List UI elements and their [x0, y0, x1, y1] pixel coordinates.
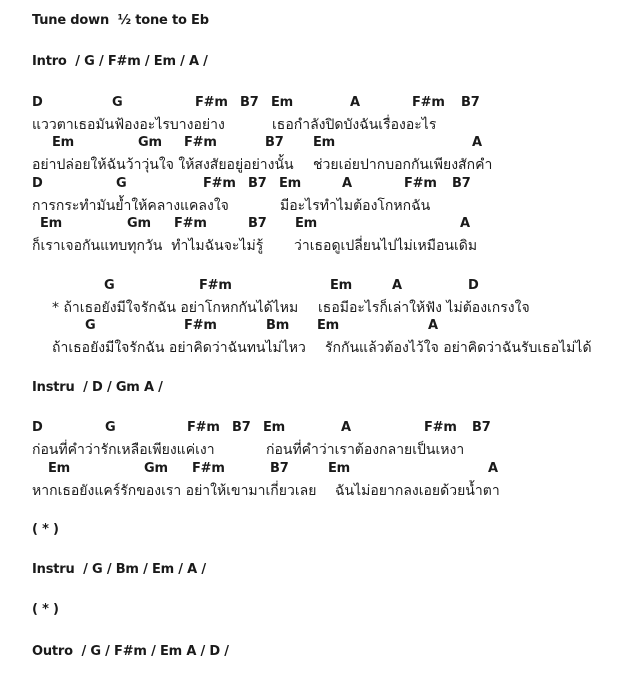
chord: G — [116, 176, 127, 191]
lyric-row — [0, 235, 620, 253]
chord: F#m — [195, 95, 228, 110]
chord-row — [0, 461, 620, 479]
chord: B7 — [240, 95, 259, 110]
chord: G — [112, 95, 123, 110]
lyric-row — [0, 337, 620, 355]
chord: A — [392, 278, 402, 293]
instrumental-1: Instru / D / Gm A / — [32, 380, 163, 395]
chord: A — [460, 216, 470, 231]
chord: B7 — [265, 135, 284, 150]
lyric: ถ้าเธอยังมีใจรักฉัน อย่าคิดว่าฉันทนไม่ไหว — [52, 340, 306, 356]
chord: A — [342, 176, 352, 191]
chord: B7 — [461, 95, 480, 110]
chord: F#m — [184, 135, 217, 150]
chord: D — [32, 420, 43, 435]
chord: Em — [52, 135, 75, 150]
chord: G — [105, 420, 116, 435]
chord: D — [32, 95, 43, 110]
chord: F#m — [192, 461, 225, 476]
chord-row — [0, 216, 620, 234]
lyric: ก่อนที่คำว่าเราต้องกลายเป็นเหงา — [266, 442, 465, 458]
lyric-row — [0, 439, 620, 457]
chord-row — [0, 95, 620, 113]
chord: A — [428, 318, 438, 333]
lyric: ฉันไม่อยากลงเอยด้วยน้ำตา — [335, 483, 500, 499]
chord: B7 — [248, 176, 267, 191]
chord: B7 — [452, 176, 471, 191]
chord: Em — [48, 461, 71, 476]
lyric-row — [0, 114, 620, 132]
chord: Gm — [144, 461, 168, 476]
chord: Em — [295, 216, 318, 231]
lyric: การกระทำมันย้ำให้คลางแคลงใจ — [32, 198, 229, 214]
chorus-repeat-1: ( * ) — [32, 522, 59, 537]
chord: F#m — [187, 420, 220, 435]
chord: B7 — [248, 216, 267, 231]
lyric: รักกันแล้วต้องไว้ใจ อย่าคิดว่าฉันรับเธอไม่ได้ — [325, 340, 592, 356]
lyric: มีอะไรทำไมต้องโกหกฉัน — [280, 198, 431, 214]
chord: A — [350, 95, 360, 110]
chord: D — [32, 176, 43, 191]
instrumental-2: Instru / G / Bm / Em / A / — [32, 562, 206, 577]
chord: G — [85, 318, 96, 333]
chord: F#m — [174, 216, 207, 231]
chord-row — [0, 135, 620, 153]
chord: A — [488, 461, 498, 476]
chord: D — [468, 278, 479, 293]
chord: B7 — [472, 420, 491, 435]
chord: G — [104, 278, 115, 293]
lyric: ก็เราเจอกันแทบทุกวัน ทำไมฉันจะไม่รู้ — [32, 238, 264, 254]
chord: B7 — [270, 461, 289, 476]
chord: F#m — [412, 95, 445, 110]
lyric-row — [0, 297, 620, 315]
chord-row — [0, 176, 620, 194]
chord: Gm — [138, 135, 162, 150]
chord: Em — [279, 176, 302, 191]
chord: Gm — [127, 216, 151, 231]
chord: Bm — [266, 318, 290, 333]
chord: F#m — [424, 420, 457, 435]
chord: F#m — [404, 176, 437, 191]
chord: F#m — [203, 176, 236, 191]
intro-line: Intro / G / F#m / Em / A / — [32, 54, 208, 69]
lyric: ว่าเธอดูเปลี่ยนไปไม่เหมือนเดิม — [294, 238, 478, 254]
chord: F#m — [199, 278, 232, 293]
lyric: หากเธอยังแคร์รักของเรา อย่าให้เขามาเกี่ยวเลย — [32, 483, 317, 499]
chord: B7 — [232, 420, 251, 435]
lyric: แววตาเธอมันฟ้องอะไรบางอย่าง — [32, 117, 225, 133]
chord: Em — [263, 420, 286, 435]
lyric: เธอมีอะไรก็เล่าให้ฟัง ไม่ต้องเกรงใจ — [318, 300, 530, 316]
chord-row — [0, 318, 620, 336]
lyric: อย่าปล่อยให้ฉันว้าวุ่นใจ ให้สงสัยอยู่อย่างนั้น — [32, 157, 294, 173]
outro-line: Outro / G / F#m / Em A / D / — [32, 644, 229, 659]
lyric-row — [0, 195, 620, 213]
lyric: * ถ้าเธอยังมีใจรักฉัน อย่าโกหกกันได้ไหม — [52, 300, 299, 316]
lyric-row — [0, 154, 620, 172]
lyric-row — [0, 480, 620, 498]
chord: Em — [328, 461, 351, 476]
lyric: เธอกำลังปิดบังฉันเรื่องอะไร — [272, 117, 437, 133]
chord: A — [341, 420, 351, 435]
chord-row — [0, 278, 620, 296]
chord: Em — [330, 278, 353, 293]
chord: Em — [313, 135, 336, 150]
lyric: ช่วยเอ่ยปากบอกกันเพียงสักคำ — [313, 157, 493, 173]
tuning-note: Tune down ½ tone to Eb — [32, 13, 209, 28]
chord: Em — [271, 95, 294, 110]
chord: Em — [40, 216, 63, 231]
chord-row — [0, 420, 620, 438]
chord: A — [472, 135, 482, 150]
chord: F#m — [184, 318, 217, 333]
chord: Em — [317, 318, 340, 333]
lyric: ก่อนที่คำว่ารักเหลือเพียงแค่เงา — [32, 442, 215, 458]
chorus-repeat-2: ( * ) — [32, 602, 59, 617]
